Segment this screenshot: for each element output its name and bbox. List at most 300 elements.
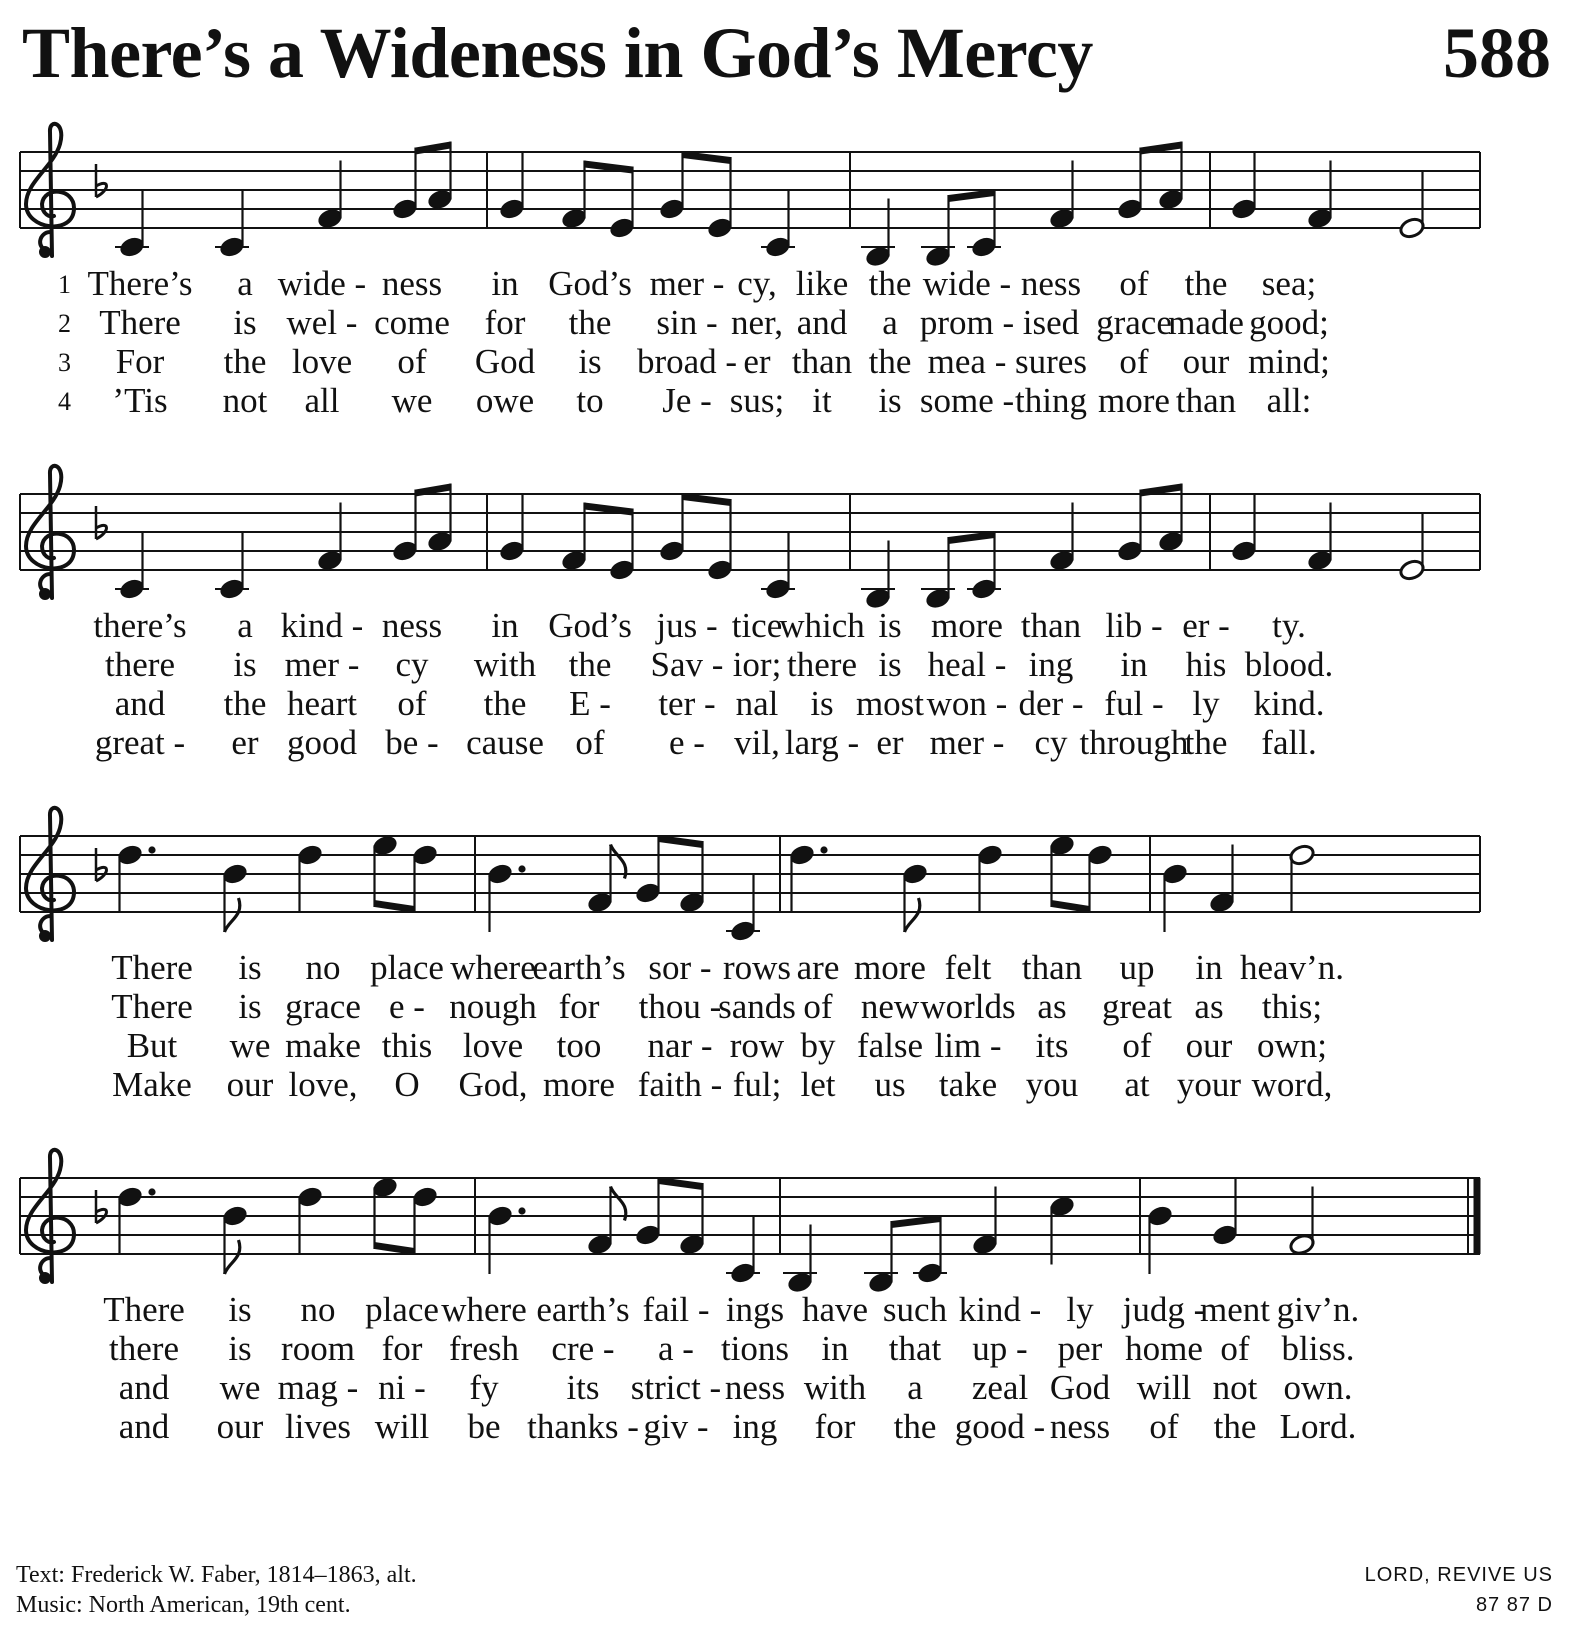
lyric-syllable: thing <box>1015 381 1087 420</box>
lyric-syllable: E - <box>569 684 611 723</box>
lyric-syllable: cause <box>466 723 544 762</box>
lyric-syllable: will <box>1136 1368 1192 1407</box>
lyric-syllable: there <box>109 1329 179 1368</box>
lyric-syllable: nough <box>449 987 537 1026</box>
verse-number: 2 <box>58 309 71 338</box>
lyric-syllable: great <box>1102 987 1172 1026</box>
lyric-syllable: God <box>1049 1368 1111 1407</box>
lyric-syllable: ing <box>1028 645 1074 684</box>
lyric-syllable: of <box>803 987 833 1026</box>
lyric-syllable: ness <box>381 606 443 645</box>
lyric-syllable: judg - <box>1122 1290 1206 1329</box>
lyric-syllable: this <box>381 1026 433 1065</box>
lyric-syllable: a <box>237 606 253 645</box>
note <box>678 841 705 914</box>
lyric-syllable: cre - <box>551 1329 615 1368</box>
lyric-syllable: ness <box>1020 264 1082 303</box>
lyric-syllable: earth’s <box>532 948 626 987</box>
lyric-syllable: for <box>814 1407 856 1446</box>
lyric-syllable: of <box>1220 1329 1250 1368</box>
lyric-syllable: Sav - <box>650 645 724 684</box>
lyric-syllable: our <box>1182 342 1230 381</box>
lyric-syllable: place <box>370 948 444 987</box>
lyric-syllable: there’s <box>93 606 187 645</box>
lyric-syllable: is <box>228 1290 252 1329</box>
lyric-syllable: in <box>1120 645 1148 684</box>
text-credit: Text: Frederick W. Faber, 1814–1863, alt. <box>16 1562 417 1588</box>
music-credit: Music: North American, 19th cent. <box>16 1592 351 1618</box>
lyric-syllable: There’s <box>87 264 193 303</box>
music-system-1 <box>0 118 1575 458</box>
lyric-syllable: tice <box>731 606 783 645</box>
lyric-syllable: through <box>1079 723 1189 762</box>
lyric-syllable: ’Tis <box>112 381 168 420</box>
lyric-syllable: word, <box>1251 1065 1333 1104</box>
lyric-syllable: sea; <box>1261 264 1317 303</box>
lyric-syllable: nar - <box>647 1026 713 1065</box>
lyric-syllable: make <box>285 1026 361 1065</box>
lyric-syllable: in <box>491 606 519 645</box>
lyric-syllable: giv’n. <box>1276 1290 1360 1329</box>
lyric-syllable: er <box>876 723 904 762</box>
note <box>726 873 760 943</box>
lyric-syllable: lim - <box>934 1026 1002 1065</box>
lyric-syllable: too <box>556 1026 602 1065</box>
lyric-syllable: ter - <box>658 684 716 723</box>
lyric-syllable: of <box>1119 264 1149 303</box>
lyric-syllable: heav’n. <box>1240 948 1344 987</box>
music-system-3 <box>0 802 1575 1142</box>
lyric-syllable: than <box>1175 381 1237 420</box>
lyric-syllable: heart <box>287 684 357 723</box>
lyric-syllable: as <box>1037 987 1067 1026</box>
lyric-syllable: with <box>473 645 537 684</box>
lyric-syllable: lives <box>284 1407 352 1446</box>
key-signature-flat <box>96 506 107 539</box>
tune-info <box>1365 1560 1553 1620</box>
lyric-syllable: more <box>931 606 1003 645</box>
key-signature-flat <box>96 1190 107 1223</box>
lyric-syllable: the <box>868 264 912 303</box>
lyric-syllable: are <box>796 948 840 987</box>
lyric-syllable: good - <box>954 1407 1046 1446</box>
lyric-syllable: is <box>878 606 902 645</box>
note <box>296 1185 323 1255</box>
flag <box>225 1240 240 1274</box>
lyric-syllable: kind - <box>280 606 364 645</box>
note <box>678 1183 705 1256</box>
lyric-syllable: his <box>1185 645 1227 684</box>
lyric-syllable: owe <box>475 381 535 420</box>
lyric-syllable: of <box>397 342 427 381</box>
lyric-syllable: a <box>237 264 253 303</box>
note <box>411 843 438 913</box>
lyric-syllable: up - <box>972 1329 1028 1368</box>
lyric-syllable: a <box>907 1368 923 1407</box>
verse-number: 1 <box>58 270 71 299</box>
lyric-syllable: take <box>938 1065 998 1104</box>
lyric-syllable: For <box>115 342 165 381</box>
lyric-syllable: you <box>1025 1065 1079 1104</box>
lyric-syllable: no <box>305 948 341 987</box>
lyric-syllable: strict - <box>630 1368 722 1407</box>
lyric-syllable: all: <box>1266 381 1312 420</box>
lyric-syllable: as <box>1194 987 1224 1026</box>
note <box>608 509 635 582</box>
note <box>967 531 1001 601</box>
lyric-syllable: in <box>821 1329 849 1368</box>
lyric-syllable: cy <box>1034 723 1068 762</box>
lyric-syllable: is <box>238 948 262 987</box>
lyric-syllable: have <box>801 1290 869 1329</box>
note <box>1086 843 1113 913</box>
lyric-syllable: ful; <box>732 1065 782 1104</box>
lyric-syllable: zeal <box>971 1368 1029 1407</box>
lyric-syllable: of <box>397 684 427 723</box>
lyric-syllable: false <box>856 1026 924 1065</box>
lyric-syllable: fall. <box>1261 723 1317 762</box>
lyric-syllable: vil, <box>734 723 780 762</box>
lyric-syllable: God, <box>458 1065 528 1104</box>
lyric-syllable: let <box>800 1065 836 1104</box>
lyric-syllable: not <box>222 381 268 420</box>
lyric-syllable: ior; <box>732 645 782 684</box>
note <box>1398 512 1425 582</box>
lyric-syllable: heal - <box>927 645 1007 684</box>
lyric-syllable: the <box>223 342 267 381</box>
lyric-syllable: mer - <box>284 645 360 684</box>
lyric-syllable: fail - <box>642 1290 710 1329</box>
lyric-syllable: fresh <box>449 1329 519 1368</box>
lyric-syllable: the <box>568 303 612 342</box>
lyric-syllable: cy <box>395 645 429 684</box>
lyric-syllable: ing <box>732 1407 778 1446</box>
lyric-syllable: home <box>1125 1329 1203 1368</box>
music-system-2 <box>0 460 1575 800</box>
lyric-syllable: grace <box>1096 303 1172 342</box>
tune-name: LORD, REVIVE US <box>1364 1564 1553 1586</box>
lyric-syllable: of <box>1149 1407 1179 1446</box>
lyric-syllable: broad - <box>636 342 738 381</box>
lyric-syllable: e - <box>669 723 705 762</box>
lyric-syllable: per <box>1057 1329 1103 1368</box>
lyric-syllable: like <box>795 264 849 303</box>
lyric-syllable: prom - <box>919 303 1015 342</box>
flag <box>905 898 920 932</box>
hymn-title: There’s a Wideness in God’s Mercy <box>22 13 1093 93</box>
lyric-syllable: and <box>796 303 848 342</box>
lyric-syllable: than <box>1020 606 1082 645</box>
lyric-syllable: faith - <box>637 1065 723 1104</box>
note <box>1146 1204 1173 1274</box>
note <box>1211 1177 1238 1247</box>
lyric-syllable: the <box>893 1407 937 1446</box>
lyric-syllable: ness <box>1049 1407 1111 1446</box>
lyric-syllable: by <box>800 1026 836 1065</box>
lyric-syllable: There <box>99 303 181 342</box>
lyric-syllable: the <box>1184 264 1228 303</box>
credits <box>16 1560 417 1620</box>
lyric-syllable: er <box>231 723 259 762</box>
lyric-syllable: ner, <box>730 303 784 342</box>
lyric-syllable: and <box>118 1368 170 1407</box>
lyric-syllable: Make <box>112 1065 192 1104</box>
lyric-syllable: made <box>1168 303 1244 342</box>
lyric-syllable: There <box>111 948 193 987</box>
lyric-syllable: our <box>1185 1026 1233 1065</box>
lyric-syllable: sures <box>1015 342 1087 381</box>
note <box>726 1215 760 1285</box>
lyric-syllable: where <box>441 1290 527 1329</box>
note <box>761 189 795 259</box>
flag <box>225 898 240 932</box>
note <box>901 862 928 932</box>
lyric-syllable: will <box>374 1407 430 1446</box>
lyric-syllable: most <box>855 684 925 723</box>
hymn-number: 588 <box>1443 13 1551 93</box>
lyric-syllable: ment <box>1200 1290 1270 1329</box>
lyric-syllable: a - <box>658 1329 694 1368</box>
lyric-syllable: is <box>228 1329 252 1368</box>
lyric-syllable: new <box>860 987 920 1026</box>
lyric-syllable: for <box>381 1329 423 1368</box>
note <box>115 531 149 601</box>
lyric-syllable: we <box>219 1368 261 1407</box>
lyric-syllable: us <box>874 1065 906 1104</box>
lyric-syllable: than <box>1021 948 1083 987</box>
lyric-syllable: e - <box>389 987 425 1026</box>
note <box>976 843 1003 913</box>
lyric-syllable: ly <box>1192 684 1220 723</box>
lyric-syllable: fy <box>469 1368 499 1407</box>
lyric-syllable: ised <box>1022 303 1080 342</box>
tune-meter: 87 87 D <box>1475 1594 1553 1616</box>
note <box>1398 170 1425 240</box>
lyric-syllable: ings <box>725 1290 785 1329</box>
lyric-syllable: grace <box>285 987 361 1026</box>
lyric-syllable: good <box>287 723 357 762</box>
lyric-syllable: its <box>566 1368 600 1407</box>
lyric-syllable: is <box>578 342 602 381</box>
note <box>706 157 733 240</box>
lyric-syllable: sands <box>718 987 796 1026</box>
lyric-syllable: mer - <box>929 723 1005 762</box>
lyric-syllable: love, <box>288 1065 358 1104</box>
staff-4 <box>0 1144 1575 1294</box>
staff-3 <box>0 802 1575 952</box>
staff-2 <box>0 460 1575 610</box>
lyric-syllable: er - <box>1182 606 1230 645</box>
lyric-syllable: mind; <box>1248 342 1330 381</box>
lyric-syllable: God’s <box>548 264 632 303</box>
lyric-syllable: kind. <box>1253 684 1325 723</box>
lyric-syllable: where <box>450 948 536 987</box>
lyric-syllable: for <box>558 987 600 1026</box>
lyric-syllable: is <box>233 303 257 342</box>
lyric-syllable: thanks - <box>527 1407 639 1446</box>
note <box>913 1215 947 1285</box>
lyric-syllable: this; <box>1261 987 1323 1026</box>
lyric-syllable: our <box>216 1407 264 1446</box>
lyric-syllable: is <box>238 987 262 1026</box>
lyric-syllable: O <box>394 1065 420 1104</box>
lyric-syllable: sus; <box>729 381 785 420</box>
note <box>498 151 525 221</box>
verse-number: 3 <box>58 348 71 377</box>
lyric-syllable: lib - <box>1105 606 1163 645</box>
lyric-syllable: the <box>868 342 912 381</box>
lyric-syllable: at <box>1124 1065 1150 1104</box>
note <box>215 189 249 259</box>
note <box>221 1204 248 1274</box>
note <box>486 1204 525 1274</box>
note <box>498 493 525 563</box>
lyric-syllable: a <box>882 303 898 342</box>
lyric-syllable: is <box>810 684 834 723</box>
lyric-syllable: all <box>304 381 340 420</box>
lyric-syllable: God <box>474 342 536 381</box>
lyric-syllable: jus - <box>656 606 718 645</box>
lyric-syllable: worlds <box>920 987 1016 1026</box>
lyric-syllable: up <box>1119 948 1155 987</box>
lyric-syllable: er <box>743 342 771 381</box>
note <box>486 862 525 932</box>
lyric-syllable: more <box>1098 381 1170 420</box>
lyric-syllable: mag - <box>277 1368 359 1407</box>
lyric-syllable: sin - <box>656 303 718 342</box>
lyric-syllable: great - <box>94 723 186 762</box>
key-signature-flat <box>96 848 107 881</box>
note <box>116 843 155 913</box>
lyric-syllable: earth’s <box>536 1290 630 1329</box>
lyric-syllable: there <box>105 645 175 684</box>
lyric-syllable: blood. <box>1244 645 1334 684</box>
staff-1 <box>0 118 1575 268</box>
lyric-syllable: be - <box>385 723 439 762</box>
lyric-syllable: own; <box>1257 1026 1327 1065</box>
lyric-syllable: God’s <box>548 606 632 645</box>
lyric-syllable: mer - <box>649 264 725 303</box>
lyric-syllable: wel - <box>286 303 358 342</box>
lyric-syllable: der - <box>1018 684 1084 723</box>
lyric-syllable: is <box>878 381 902 420</box>
lyric-syllable: and <box>114 684 166 723</box>
lyric-syllable: there <box>787 645 857 684</box>
lyric-syllable: cy, <box>737 264 777 303</box>
note <box>608 167 635 240</box>
verse-number: 4 <box>58 387 71 416</box>
lyric-syllable: is <box>878 645 902 684</box>
lyric-syllable: than <box>791 342 853 381</box>
lyric-syllable: rows <box>722 948 792 987</box>
lyric-syllable: is <box>233 645 257 684</box>
lyric-syllable: that <box>888 1329 942 1368</box>
music-system-4 <box>0 1144 1575 1484</box>
lyric-syllable: tions <box>720 1329 790 1368</box>
lyric-syllable: come <box>374 303 450 342</box>
lyric-syllable: Je - <box>662 381 712 420</box>
lyric-syllable: your <box>1176 1065 1242 1104</box>
lyric-syllable: it <box>812 381 832 420</box>
lyric-syllable: ni - <box>378 1368 426 1407</box>
lyric-syllable: ness <box>724 1368 786 1407</box>
note <box>788 843 827 913</box>
lyric-syllable: we <box>229 1026 271 1065</box>
lyric-syllable: no <box>300 1290 336 1329</box>
lyric-syllable: There <box>111 987 193 1026</box>
lyric-syllable: thou - <box>638 987 722 1026</box>
note <box>116 1185 155 1255</box>
note <box>411 1185 438 1255</box>
lyric-syllable: bliss. <box>1281 1329 1355 1368</box>
lyric-syllable: nal <box>735 684 779 723</box>
lyric-syllable: of <box>575 723 605 762</box>
lyric-syllable: to <box>576 381 604 420</box>
lyric-syllable: more <box>854 948 926 987</box>
lyric-syllable: felt <box>944 948 992 987</box>
lyric-syllable: of <box>1119 342 1149 381</box>
lyric-syllable: be <box>467 1407 501 1446</box>
lyric-syllable: mea - <box>927 342 1007 381</box>
lyric-syllable: and <box>118 1407 170 1446</box>
lyric-syllable: won - <box>926 684 1008 723</box>
lyric-syllable: its <box>1035 1026 1069 1065</box>
lyric-syllable: the <box>1213 1407 1257 1446</box>
lyric-syllable: in <box>491 264 519 303</box>
note <box>1161 862 1188 932</box>
lyric-syllable: ness <box>381 264 443 303</box>
lyric-syllable: of <box>1122 1026 1152 1065</box>
note <box>1288 843 1315 913</box>
lyric-syllable: There <box>103 1290 185 1329</box>
lyric-syllable: own. <box>1283 1368 1353 1407</box>
note <box>706 499 733 582</box>
lyric-syllable: place <box>365 1290 439 1329</box>
lyric-syllable: love <box>462 1026 524 1065</box>
lyric-syllable: love <box>291 342 353 381</box>
lyric-syllable: room <box>281 1329 355 1368</box>
lyric-syllable: wide - <box>277 264 367 303</box>
lyric-syllable: for <box>484 303 526 342</box>
lyric-syllable: ty. <box>1272 606 1306 645</box>
note <box>658 151 730 221</box>
lyric-syllable: kind - <box>958 1290 1042 1329</box>
lyric-syllable: sor - <box>648 948 712 987</box>
staff-lines <box>20 152 1480 228</box>
lyric-syllable: in <box>1195 948 1223 987</box>
lyric-syllable: ly <box>1066 1290 1094 1329</box>
lyric-syllable: But <box>126 1026 178 1065</box>
lyric-syllable: our <box>226 1065 274 1104</box>
lyric-syllable: giv - <box>643 1407 709 1446</box>
lyric-syllable: wide - <box>922 264 1012 303</box>
lyric-syllable: Lord. <box>1279 1407 1357 1446</box>
lyric-syllable: not <box>1212 1368 1258 1407</box>
lyric-syllable: larg - <box>784 723 860 762</box>
note <box>1230 493 1257 563</box>
lyric-syllable: the <box>568 645 612 684</box>
note <box>215 531 249 601</box>
lyric-syllable: the <box>483 684 527 723</box>
note <box>967 189 1001 259</box>
lyric-syllable: the <box>1184 723 1228 762</box>
note <box>761 531 795 601</box>
lyric-syllable: some - <box>919 381 1015 420</box>
note <box>296 843 323 913</box>
lyric-syllable: row <box>729 1026 785 1065</box>
note <box>115 189 149 259</box>
lyric-syllable: with <box>803 1368 867 1407</box>
